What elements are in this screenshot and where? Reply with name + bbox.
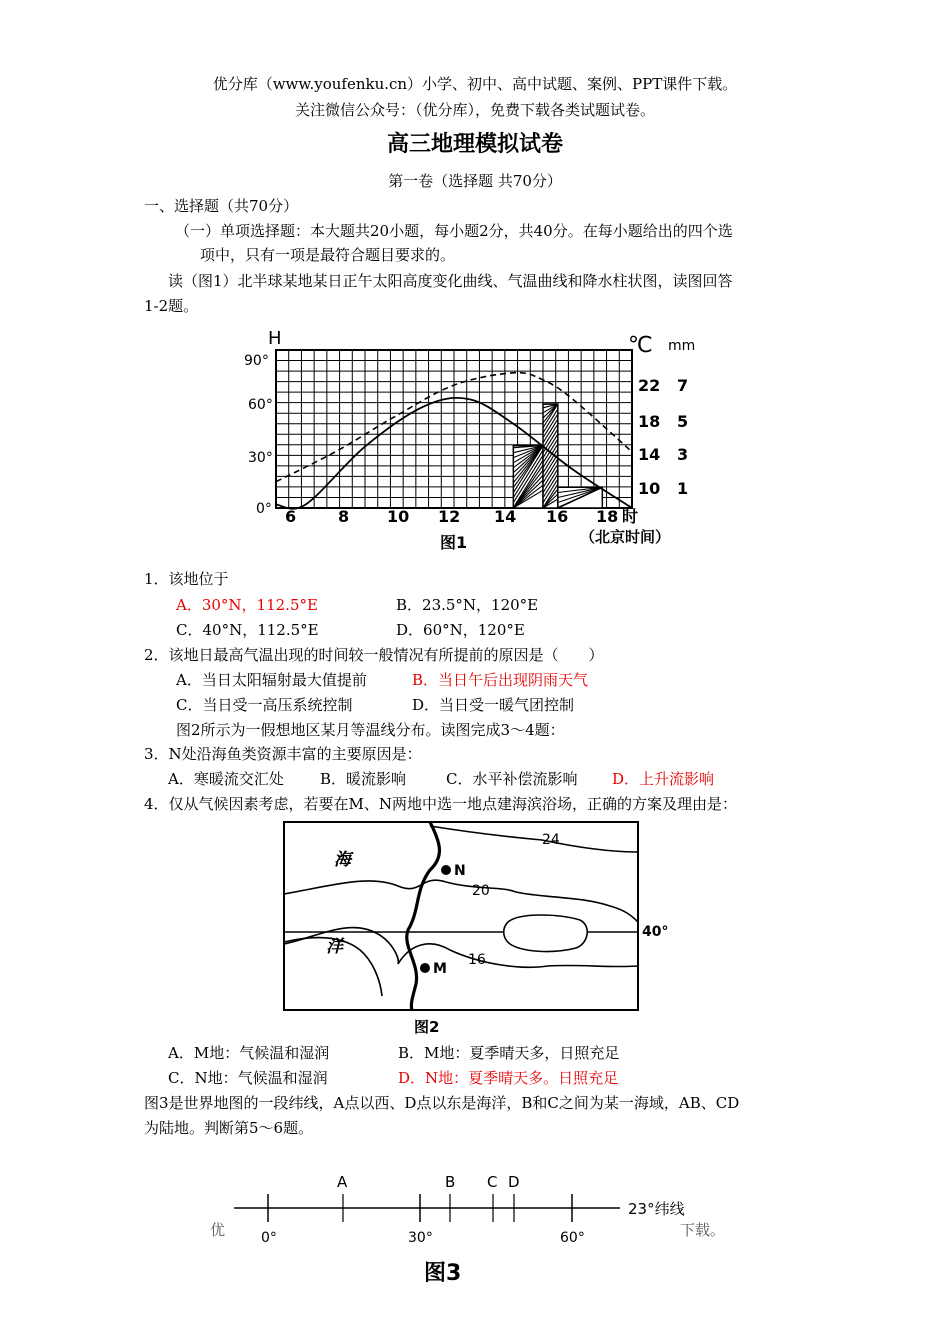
page-title: 高三地理模拟试卷 <box>386 132 563 157</box>
tick-label-60: 60° <box>560 1230 585 1246</box>
q2-option-b: B．当日午后出现阴雨天气 <box>412 671 589 689</box>
x-unit: 时 <box>622 507 639 526</box>
chart-grid <box>276 350 632 508</box>
point-m-label: M <box>433 961 447 977</box>
tick-label-0: 0° <box>261 1230 277 1246</box>
header-line-1: 优分库（www.youfenku.cn）小学、初中、高中试题、案例、PPT课件下载。 <box>212 75 738 93</box>
footer-right-fragment: 下载。 <box>680 1221 726 1239</box>
x-tick-10: 10 <box>387 507 410 526</box>
q4-option-a: A．M地：气候温和湿润 <box>168 1044 330 1062</box>
sea-label-2: 洋 <box>326 937 343 957</box>
q3-option-b: B．暖流影响 <box>320 770 407 788</box>
temp-unit: ℃ <box>628 333 653 358</box>
point-n-marker <box>441 865 451 875</box>
q1-option-c: C．40°N，112.5°E <box>176 621 319 639</box>
figure-1-caption: 图1 <box>440 533 468 552</box>
q3-option-c: C．水平补偿流影响 <box>446 770 578 788</box>
q4-option-b: B．M地：夏季晴天多，日照充足 <box>398 1044 620 1062</box>
tick-0: 0° <box>256 501 272 517</box>
point-b-label: B <box>445 1173 456 1191</box>
x-tick-18: 18 <box>596 507 619 526</box>
q4-option-d: D．N地：夏季晴天多。日照充足 <box>398 1069 619 1087</box>
fig1-intro-line-2: 1-2题。 <box>144 297 199 315</box>
header-line-2: 关注微信公众号：（优分库），免费下载各类试题试卷。 <box>294 101 655 119</box>
figure-3-diagram <box>200 1162 726 1292</box>
fig3-intro-line-1: 图3是世界地图的一段纬线，A点以西、D点以东是海洋，B和C之间为某一海域，AB、CD <box>144 1094 740 1112</box>
tick-90: 90° <box>244 353 269 369</box>
isotherm-20-label: 20 <box>472 883 490 899</box>
point-c-label: C <box>487 1173 498 1191</box>
point-n-label: N <box>454 863 466 879</box>
footer-left-fragment: 优 <box>210 1221 226 1239</box>
precip-unit: mm <box>668 338 696 354</box>
figure-3-caption: 图3 <box>424 1261 462 1286</box>
q4-stem: 4．仅从气候因素考虑，若要在M、N两地中选一地点建海滨浴场，正确的方案及理由是： <box>144 795 738 813</box>
tick-60: 60° <box>248 397 273 413</box>
q1-option-a: A．30°N，112.5°E <box>176 596 318 614</box>
precip-tick-7: 7 <box>677 376 689 395</box>
isotherm-24-label: 24 <box>542 832 560 848</box>
figure-1-chart <box>240 322 720 554</box>
figure-2-caption: 图2 <box>414 1018 440 1036</box>
q3-option-a: A．寒暖流交汇处 <box>168 770 284 788</box>
point-d-label: D <box>508 1173 520 1191</box>
precip-tick-5: 5 <box>677 412 689 431</box>
tick-label-30: 30° <box>408 1230 433 1246</box>
q2-option-a: A．当日太阳辐射最大值提前 <box>176 671 367 689</box>
fig2-intro: 图2所示为一假想地区某月等温线分布。读图完成3～4题： <box>176 721 565 739</box>
precip-tick-3: 3 <box>677 445 689 464</box>
subtitle: 第一卷（选择题 共70分） <box>388 172 562 190</box>
fig1-intro-line-1: 读（图1）北半球某地某日正午太阳高度变化曲线、气温曲线和降水柱状图，读图回答 <box>168 272 733 290</box>
isotherm-16-label: 16 <box>468 952 486 968</box>
h-axis-label: H <box>268 328 282 349</box>
x-tick-6: 6 <box>285 507 297 526</box>
precip-bars <box>513 404 602 508</box>
precip-tick-1: 1 <box>677 479 689 498</box>
fig3-intro-line-2: 为陆地。判断第5～6题。 <box>144 1119 314 1137</box>
q3-option-d: D．上升流影响 <box>612 770 715 788</box>
temp-tick-10: 10 <box>638 479 661 498</box>
q4-option-c: C．N地：气候温和湿润 <box>168 1069 328 1087</box>
q1-stem: 1．该地位于 <box>144 570 229 588</box>
part-intro-line-2: 项中，只有一项是最符合题目要求的。 <box>200 246 456 264</box>
x-tick-8: 8 <box>338 507 350 526</box>
latitude-label: 40° <box>642 924 669 940</box>
x-tick-16: 16 <box>546 507 569 526</box>
q2-option-c: C．当日受一高压系统控制 <box>176 696 353 714</box>
latitude-line-label: 23°纬线 <box>628 1200 685 1218</box>
q1-option-d: D．60°N，120°E <box>396 621 525 639</box>
q3-stem: 3．N处沿海鱼类资源丰富的主要原因是： <box>144 745 422 763</box>
q2-stem: 2．该地日最高气温出现的时间较一般情况有所提前的原因是（ ） <box>144 646 604 664</box>
point-a-label: A <box>337 1173 348 1191</box>
tick-30: 30° <box>248 450 273 466</box>
x-tick-12: 12 <box>438 507 461 526</box>
temp-tick-14: 14 <box>638 445 661 464</box>
isotherm-closed-loop <box>504 915 588 951</box>
q1-option-b: B．23.5°N，120°E <box>396 596 539 614</box>
q2-option-d: D．当日受一暖气团控制 <box>412 696 575 714</box>
part-intro-line-1: （一）单项选择题：本大题共20小题，每小题2分，共40分。在每小题给出的四个选 <box>175 222 733 240</box>
sea-label-1: 海 <box>334 850 351 870</box>
temp-tick-18: 18 <box>638 412 661 431</box>
temp-tick-22: 22 <box>638 376 661 395</box>
point-m-marker <box>420 963 430 973</box>
figure-2-map <box>280 818 680 1040</box>
x-note: （北京时间） <box>580 528 671 546</box>
section-heading: 一、选择题（共70分） <box>144 197 299 215</box>
x-tick-14: 14 <box>494 507 517 526</box>
